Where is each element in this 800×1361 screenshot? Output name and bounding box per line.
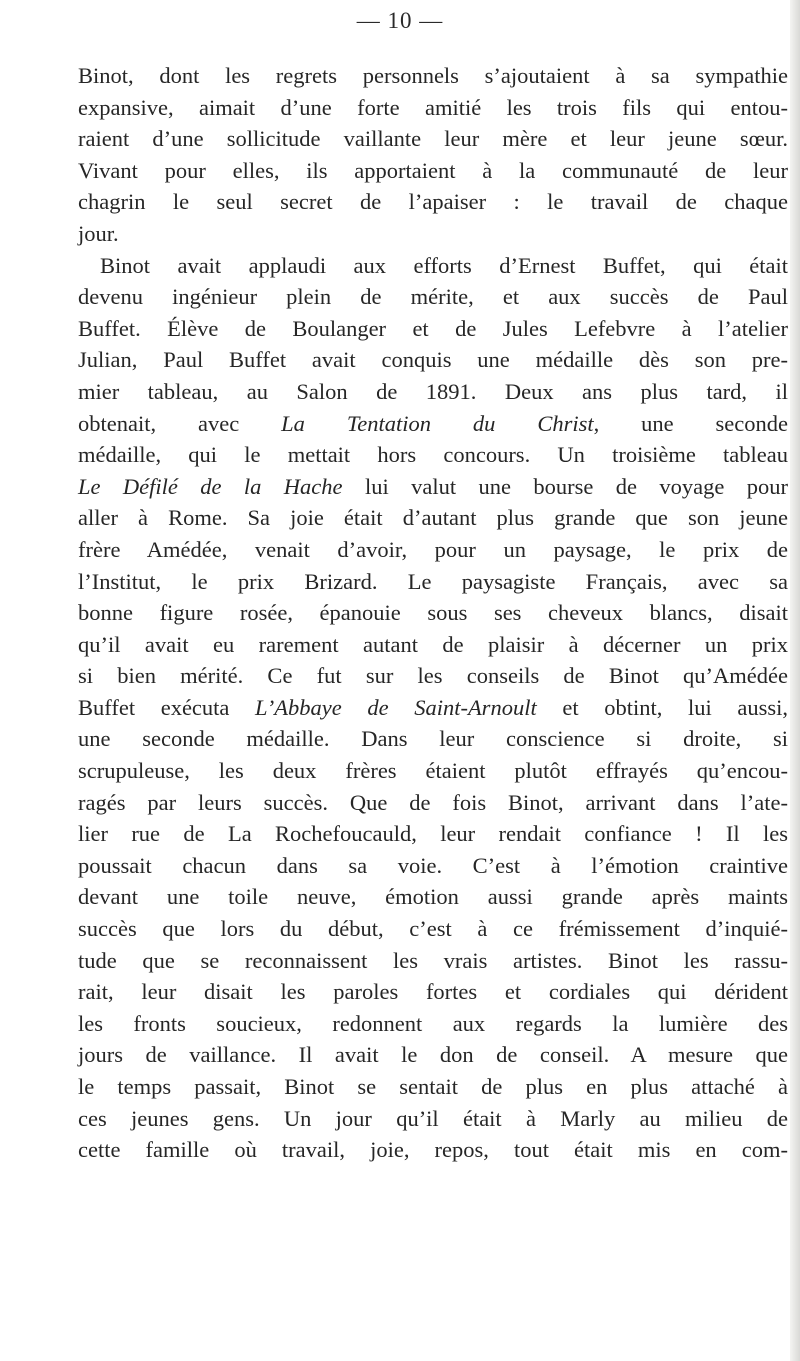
- text-line: chagrin le seul secret de l’apaiser : le travail de chaque: [78, 189, 788, 215]
- text-line: devant une toile neuve, émotion aussi grande après maints: [78, 884, 788, 910]
- text-line: tude que se reconnaissent les vrais artistes. Binot les rassu-: [78, 947, 788, 973]
- text-line: ces jeunes gens. Un jour qu’il était à Marly au milieu de: [78, 1105, 788, 1131]
- text-segment: obtenait, avec: [78, 410, 282, 436]
- text-segment: lui valut une bourse de voyage pour: [342, 473, 789, 499]
- text-line: l’Institut, le prix Brizard. Le paysagiste Français, avec sa: [78, 568, 788, 594]
- text-line: si bien mérité. Ce fut sur les conseils de Binot qu’Amédée: [78, 663, 788, 689]
- text-line: frère Amédée, venait d’avoir, pour un paysage, le prix de: [78, 536, 788, 562]
- text-line: cette famille où travail, joie, repos, tout était mis en com-: [78, 1137, 788, 1163]
- text-line: [78, 471, 788, 503]
- text-line: Binot avait applaudi aux efforts d’Ernest Buffet, qui était: [100, 252, 788, 278]
- page-number: — 10 —: [356, 8, 444, 33]
- body-text: [78, 60, 788, 1166]
- text-line: une seconde médaille. Dans leur conscience si droite, si: [78, 726, 788, 752]
- text-segment: et obtint, lui aussi,: [536, 694, 788, 720]
- text-line: qu’il avait eu rarement autant de plaisir à décerner un prix: [78, 631, 788, 657]
- text-line: scrupuleuse, les deux frères étaient plutôt effrayés qu’encou-: [78, 758, 788, 784]
- artwork-title: Le Défilé de la Hache: [78, 473, 343, 499]
- text-line: les fronts soucieux, redonnent aux regards la lumière des: [78, 1010, 788, 1036]
- text-line: [78, 408, 788, 440]
- text-line: Buffet. Élève de Boulanger et de Jules Lefebvre à l’atelier: [78, 315, 788, 341]
- text-line: [78, 692, 788, 724]
- text-line: ragés par leurs succès. Que de fois Binot, arrivant dans l’ate-: [78, 789, 788, 815]
- text-line: expansive, aimait d’une forte amitié les trois fils qui entou-: [78, 94, 788, 120]
- artwork-title: La Tentation du Christ: [281, 410, 594, 436]
- text-line: Vivant pour elles, ils apportaient à la communauté de leur: [78, 157, 788, 183]
- text-line: devenu ingénieur plein de mérite, et aux succès de Paul: [78, 284, 788, 310]
- text-line: succès que lors du début, c’est à ce frémissement d’inquié-: [78, 916, 788, 942]
- text-line: le temps passait, Binot se sentait de plus en plus attaché à: [78, 1074, 788, 1099]
- artwork-title: L’Abbaye de Saint-Arnoult: [255, 694, 537, 720]
- text-line: Julian, Paul Buffet avait conquis une médaille dès son pre-: [78, 347, 788, 373]
- text-line: médaille, qui le mettait hors concours. Un troisième tableau: [78, 442, 788, 468]
- page-edge-shadow: [790, 0, 800, 1361]
- text-line: bonne figure rosée, épanouie sous ses cheveux blancs, disait: [78, 600, 788, 626]
- text-line: raient d’une sollicitude vaillante leur mère et leur jeune sœur.: [78, 126, 788, 152]
- text-line: aller à Rome. Sa joie était d’autant plus grande que son jeune: [78, 505, 788, 531]
- text-line: lier rue de La Rochefoucauld, leur rendait confiance ! Il les: [78, 821, 788, 847]
- text-line: jours de vaillance. Il avait le don de conseil. A mesure que: [78, 1042, 788, 1068]
- text-line: jour.: [78, 220, 119, 246]
- text-line: mier tableau, au Salon de 1891. Deux ans plus tard, il: [78, 378, 788, 404]
- text-segment: Buffet exécuta: [78, 694, 256, 720]
- text-line: poussait chacun dans sa voie. C’est à l’émotion craintive: [78, 852, 788, 878]
- text-line: rait, leur disait les paroles fortes et cordiales qui dérident: [78, 979, 788, 1005]
- text-segment: , une seconde: [593, 410, 789, 436]
- text-line: Binot, dont les regrets personnels s’ajoutaient à sa sympathie: [78, 63, 788, 88]
